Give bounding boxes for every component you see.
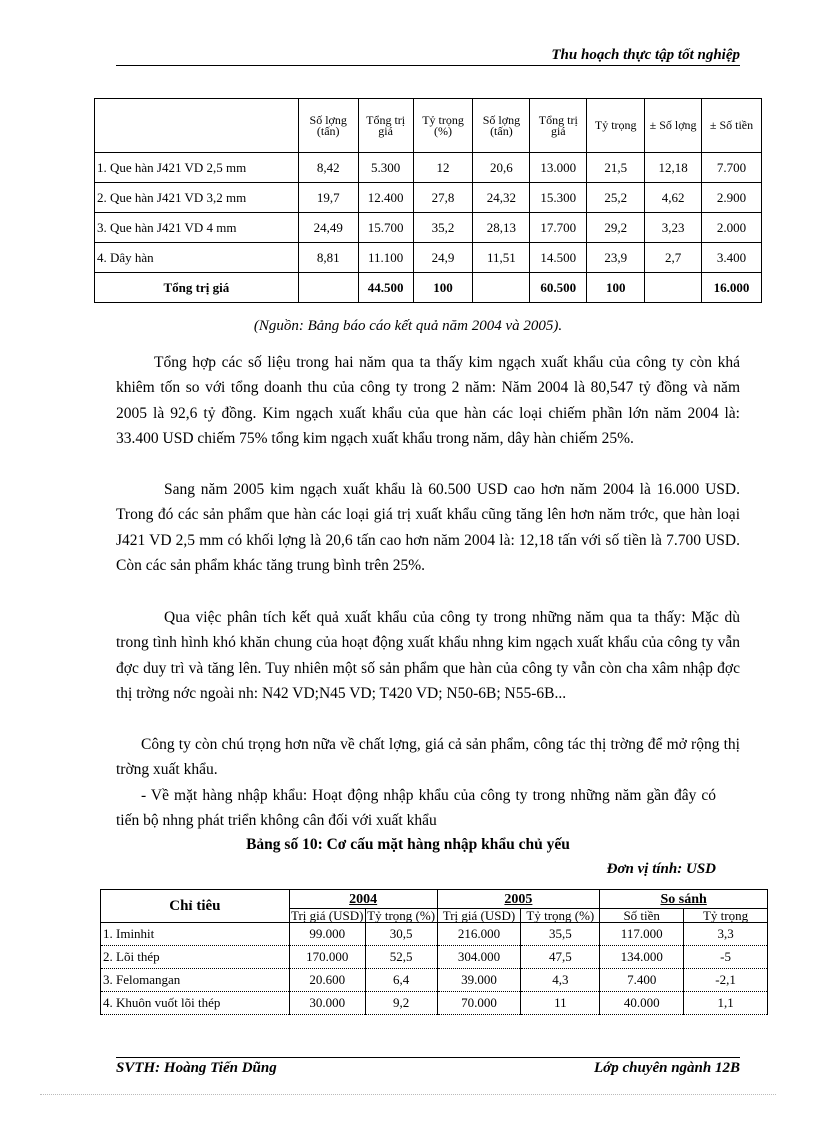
export-total-cell	[473, 273, 530, 303]
export-cell: 4,62	[645, 183, 702, 213]
export-cell: 20,6	[473, 153, 530, 183]
import-cell: 3,3	[684, 923, 768, 946]
export-cell: 2.000	[702, 213, 762, 243]
import-row-label: 2. Lõi thép	[101, 946, 290, 969]
table-row	[101, 923, 768, 946]
export-header-cell: Số lợng (tấn)	[298, 99, 358, 153]
export-cell: 3,23	[645, 213, 702, 243]
export-cell: 12.400	[358, 183, 413, 213]
export-cell: 25,2	[587, 183, 645, 213]
import-subheader: Trị giá (USD)	[290, 908, 364, 923]
header-rule	[116, 65, 740, 66]
import-cell: 52,5	[365, 946, 437, 969]
import-subheader: Tỷ trọng (%)	[521, 909, 600, 923]
export-header-cell: ± Số lợng	[645, 99, 702, 153]
import-cell: 7.400	[600, 969, 684, 992]
export-cell: 3.400	[702, 243, 762, 273]
export-header-cell: ± Số tiền	[702, 99, 762, 153]
export-header-cell: Tổng trị giá	[358, 99, 413, 153]
export-cell: 23,9	[587, 243, 645, 273]
export-total-cell: 60.500	[530, 273, 587, 303]
import-table	[100, 889, 768, 1015]
export-cell: 13.000	[530, 153, 587, 183]
import-cell: 134.000	[600, 946, 684, 969]
import-cell: 40.000	[600, 992, 684, 1015]
export-cell: 35,2	[413, 213, 473, 243]
export-cell: 19,7	[298, 183, 358, 213]
export-header-cell: Tỷ trọng (%)	[413, 99, 473, 153]
export-total-cell	[298, 273, 358, 303]
table-row	[101, 946, 768, 969]
import-subheader: Tỷ trọng	[684, 909, 768, 923]
body-paragraph-5	[116, 783, 716, 834]
import-table-clip	[96, 886, 776, 1027]
export-total-cell: 100	[587, 273, 645, 303]
import-cell: -2,1	[684, 969, 768, 992]
import-cell: -5	[684, 946, 768, 969]
import-cell: 170.000	[289, 946, 365, 969]
export-cell: 5.300	[358, 153, 413, 183]
export-header-cell: Tỷ trọng	[587, 99, 645, 153]
import-cell: 30.000	[289, 992, 365, 1015]
footer-student: SVTH: Hoàng Tiến Dũng	[116, 1060, 277, 1076]
table-row	[101, 969, 768, 992]
export-cell: 8,81	[298, 243, 358, 273]
import-row-label: 3. Felomangan	[101, 969, 290, 992]
import-cell: 304.000	[437, 946, 521, 969]
paragraph-text: Tổng hợp các số liệu trong hai năm qua ta thấy kim ngạch xuất khẩu của công ty còn khá khiêm tốn so với tổng doanh thu của công ty trong 2 năm: Năm 2004 là 80,547 tỷ đồng và năm 2005 là 92,6 tỷ đồng. Kim ngạch xuất khẩu của que hàn các loại chiếm phần lớn năm 2004 là: 33.400 USD chiếm 75% tổng kim ngạch xuất khẩu trong năm, dây hàn chiếm 25%.	[116, 354, 740, 447]
import-cell: 1,1	[684, 992, 768, 1015]
import-cell: 6,4	[365, 969, 437, 992]
export-header-cell: Số lợng (tấn)	[473, 99, 530, 153]
source-caption: (Nguồn: Bảng báo cáo kết quả năm 2004 và 2005).	[253, 318, 563, 334]
import-cell: 20.600	[289, 969, 365, 992]
export-total-cell: 100	[413, 273, 473, 303]
paragraph-text: - Về mặt hàng nhập khẩu: Hoạt động nhập khẩu của công ty trong những năm gần đây có tiến bộ nhng phát triển không cân đối với xuất khẩu	[116, 787, 716, 830]
export-total-cell	[645, 273, 702, 303]
export-cell: 15.700	[358, 213, 413, 243]
export-total-label: Tổng trị giá	[95, 273, 299, 303]
import-cell: 11	[521, 992, 600, 1015]
footer-rule	[116, 1057, 740, 1058]
import-cell: 30,5	[365, 923, 437, 946]
export-table	[94, 98, 762, 303]
page-header-title: Thu hoạch thực tập tốt nghiệp	[551, 47, 740, 63]
export-row-label: 3. Que hàn J421 VD 4 mm	[95, 213, 299, 243]
export-header-cell	[95, 99, 299, 153]
export-cell: 8,42	[298, 153, 358, 183]
import-cell: 47,5	[521, 946, 600, 969]
export-total-row	[95, 273, 762, 303]
page-edge-divider	[40, 1094, 776, 1095]
export-cell: 2.900	[702, 183, 762, 213]
table-row	[95, 213, 762, 243]
export-cell: 12	[413, 153, 473, 183]
export-row-label: 4. Dây hàn	[95, 243, 299, 273]
import-subheader: Số tiền	[600, 909, 684, 923]
body-paragraph-4	[116, 732, 740, 783]
export-total-cell: 16.000	[702, 273, 762, 303]
import-subheader: Tỷ trọng (%)	[367, 908, 436, 923]
body-paragraph-1	[116, 350, 740, 451]
table-row	[101, 992, 768, 1015]
export-total-cell: 44.500	[358, 273, 413, 303]
paragraph-text: Công ty còn chú trọng hơn nữa về chất lợng, giá cả sản phẩm, công tác thị trờng để mở rộng thị trờng xuất khẩu.	[116, 736, 740, 779]
export-cell: 24,32	[473, 183, 530, 213]
export-cell: 12,18	[645, 153, 702, 183]
import-cell: 35,5	[521, 923, 600, 946]
import-group-header-row	[101, 890, 768, 909]
import-group-header: So sánh	[600, 890, 768, 909]
export-cell: 17.700	[530, 213, 587, 243]
export-cell: 29,2	[587, 213, 645, 243]
export-cell: 28,13	[473, 213, 530, 243]
footer-class: Lớp chuyên ngành 12B	[594, 1060, 740, 1076]
import-cell: 4,3	[521, 969, 600, 992]
export-cell: 27,8	[413, 183, 473, 213]
export-cell: 24,49	[298, 213, 358, 243]
body-paragraph-2	[116, 477, 740, 578]
import-group-header: 2004	[289, 890, 437, 909]
import-cell: 117.000	[600, 923, 684, 946]
export-header-cell: Tổng trị giá	[530, 99, 587, 153]
import-cell: 216.000	[437, 923, 521, 946]
import-cell: 9,2	[365, 992, 437, 1015]
paragraph-text: Qua việc phân tích kết quả xuất khẩu của công ty trong những năm qua ta thấy: Mặc dù trong tình hình khó khăn chung của hoạt động xuất khẩu nhng kim ngạch xuất khẩu của công ty vẫn đợc duy trì và tăng lên. Tuy nhiên một số sản phẩm que hàn của công ty vẫn còn cha xâm nhập đợc thị trờng nớc ngoài nh: N42 VD;N45 VD; T420 VD; N50-6B; N55-6B...	[116, 609, 740, 702]
export-cell: 21,5	[587, 153, 645, 183]
body-paragraph-3	[116, 605, 740, 706]
table-row	[95, 153, 762, 183]
import-table-title: Bảng số 10: Cơ cấu mặt hàng nhập khẩu chủ yếu	[246, 836, 570, 853]
import-row-label: 1. Iminhit	[101, 923, 290, 946]
import-subheader: Trị giá (USD)	[437, 909, 521, 923]
export-cell: 11.100	[358, 243, 413, 273]
export-cell: 2,7	[645, 243, 702, 273]
export-cell: 14.500	[530, 243, 587, 273]
table-row	[95, 183, 762, 213]
import-cell: 99.000	[289, 923, 365, 946]
export-row-label: 1. Que hàn J421 VD 2,5 mm	[95, 153, 299, 183]
import-metric-header: Chỉ tiêu	[101, 890, 290, 923]
import-cell: 70.000	[437, 992, 521, 1015]
import-cell: 39.000	[437, 969, 521, 992]
import-group-header: 2005	[437, 890, 600, 909]
export-cell: 24,9	[413, 243, 473, 273]
table-row	[95, 243, 762, 273]
export-row-label: 2. Que hàn J421 VD 3,2 mm	[95, 183, 299, 213]
export-cell: 15.300	[530, 183, 587, 213]
import-row-label: 4. Khuôn vuốt lõi thép	[101, 992, 290, 1015]
export-cell: 11,51	[473, 243, 530, 273]
paragraph-text: Sang năm 2005 kim ngạch xuất khẩu là 60.500 USD cao hơn năm 2004 là 16.000 USD. Trong đó các sản phẩm que hàn các loại giá trị xuất khẩu cũng tăng lên hơn năm trớc, que hàn loại J421 VD 2,5 mm có khối lợng là 20,6 tấn cao hơn năm 2004 là: 12,18 tấn với số tiền là 7.700 USD. Còn các sản phẩm khác tăng trung bình trên 25%.	[116, 481, 740, 574]
import-table-unit: Đơn vị tính: USD	[606, 861, 716, 877]
export-table-header-row	[95, 99, 762, 153]
export-cell: 7.700	[702, 153, 762, 183]
